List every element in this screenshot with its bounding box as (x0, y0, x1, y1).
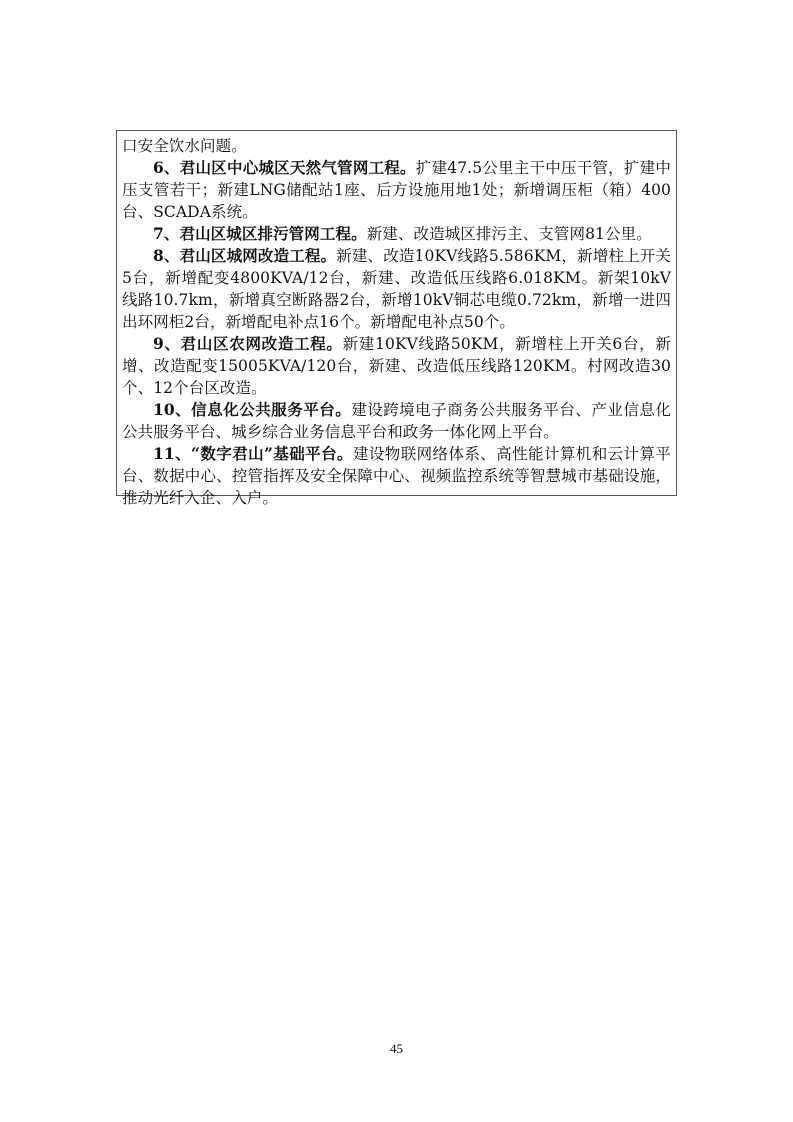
paragraph-item-7 (122, 223, 671, 245)
paragraph-continuation (122, 135, 671, 157)
paragraph-item-6 (122, 157, 671, 223)
paragraph-heading: 7、君山区城区排污管网工程。 (153, 224, 367, 243)
paragraph-body: 新建10KV线路50KM，新增柱上开关6台，新增、改造配变15005KVA/120台，新建、改造低压线路120KM。村网改造30个、12个台区改造。 (122, 335, 671, 397)
paragraph-body: 新建、改造城区排污主、支管网81公里。 (366, 225, 652, 243)
page-number: 45 (390, 1041, 403, 1056)
paragraph-heading: 8、君山区城网改造工程。 (153, 246, 337, 265)
paragraph-body: 新建、改造10KV线路5.586KM，新增柱上开关5台，新增配变4800KVA/12台，新建、改造低压线路6.018KM。新架10kV线路10.7km，新增真空断路器2台，新增10kV铜芯电缆0.72km，新增一进四出环网柜2台，新增配电补点16个。新增配电补点50个。 (122, 247, 671, 331)
paragraph-item-11 (122, 443, 671, 509)
paragraph-heading: 9、君山区农网改造工程。 (153, 334, 343, 353)
paragraph-heading: 10、信息化公共服务平台。 (153, 400, 352, 419)
paragraph-item-8 (122, 245, 671, 333)
paragraph-heading: 11、“数字君山”基础平台。 (153, 444, 353, 463)
content-box (116, 130, 677, 507)
paragraph-body: 扩建47.5公里主干中压干管，扩建中压支管若干；新建LNG储配站1座、后方设施用地1处；新增调压柜（箱）400台、SCADA系统。 (122, 159, 671, 221)
paragraph-body: 建设跨境电子商务公共服务平台、产业信息化公共服务平台、城乡综合业务信息平台和政务一体化网上平台。 (122, 401, 671, 441)
paragraph-body: 口安全饮水问题。 (122, 137, 247, 155)
paragraph-item-9 (122, 333, 671, 399)
paragraph-item-10 (122, 399, 671, 443)
paragraph-body: 建设物联网络体系、高性能计算机和云计算平台、数据中心、控管指挥及安全保障中心、视频监控系统等智慧城市基础设施，推动光纤入企、入户。 (122, 445, 671, 507)
paragraph-heading: 6、君山区中心城区天然气管网工程。 (153, 158, 416, 177)
